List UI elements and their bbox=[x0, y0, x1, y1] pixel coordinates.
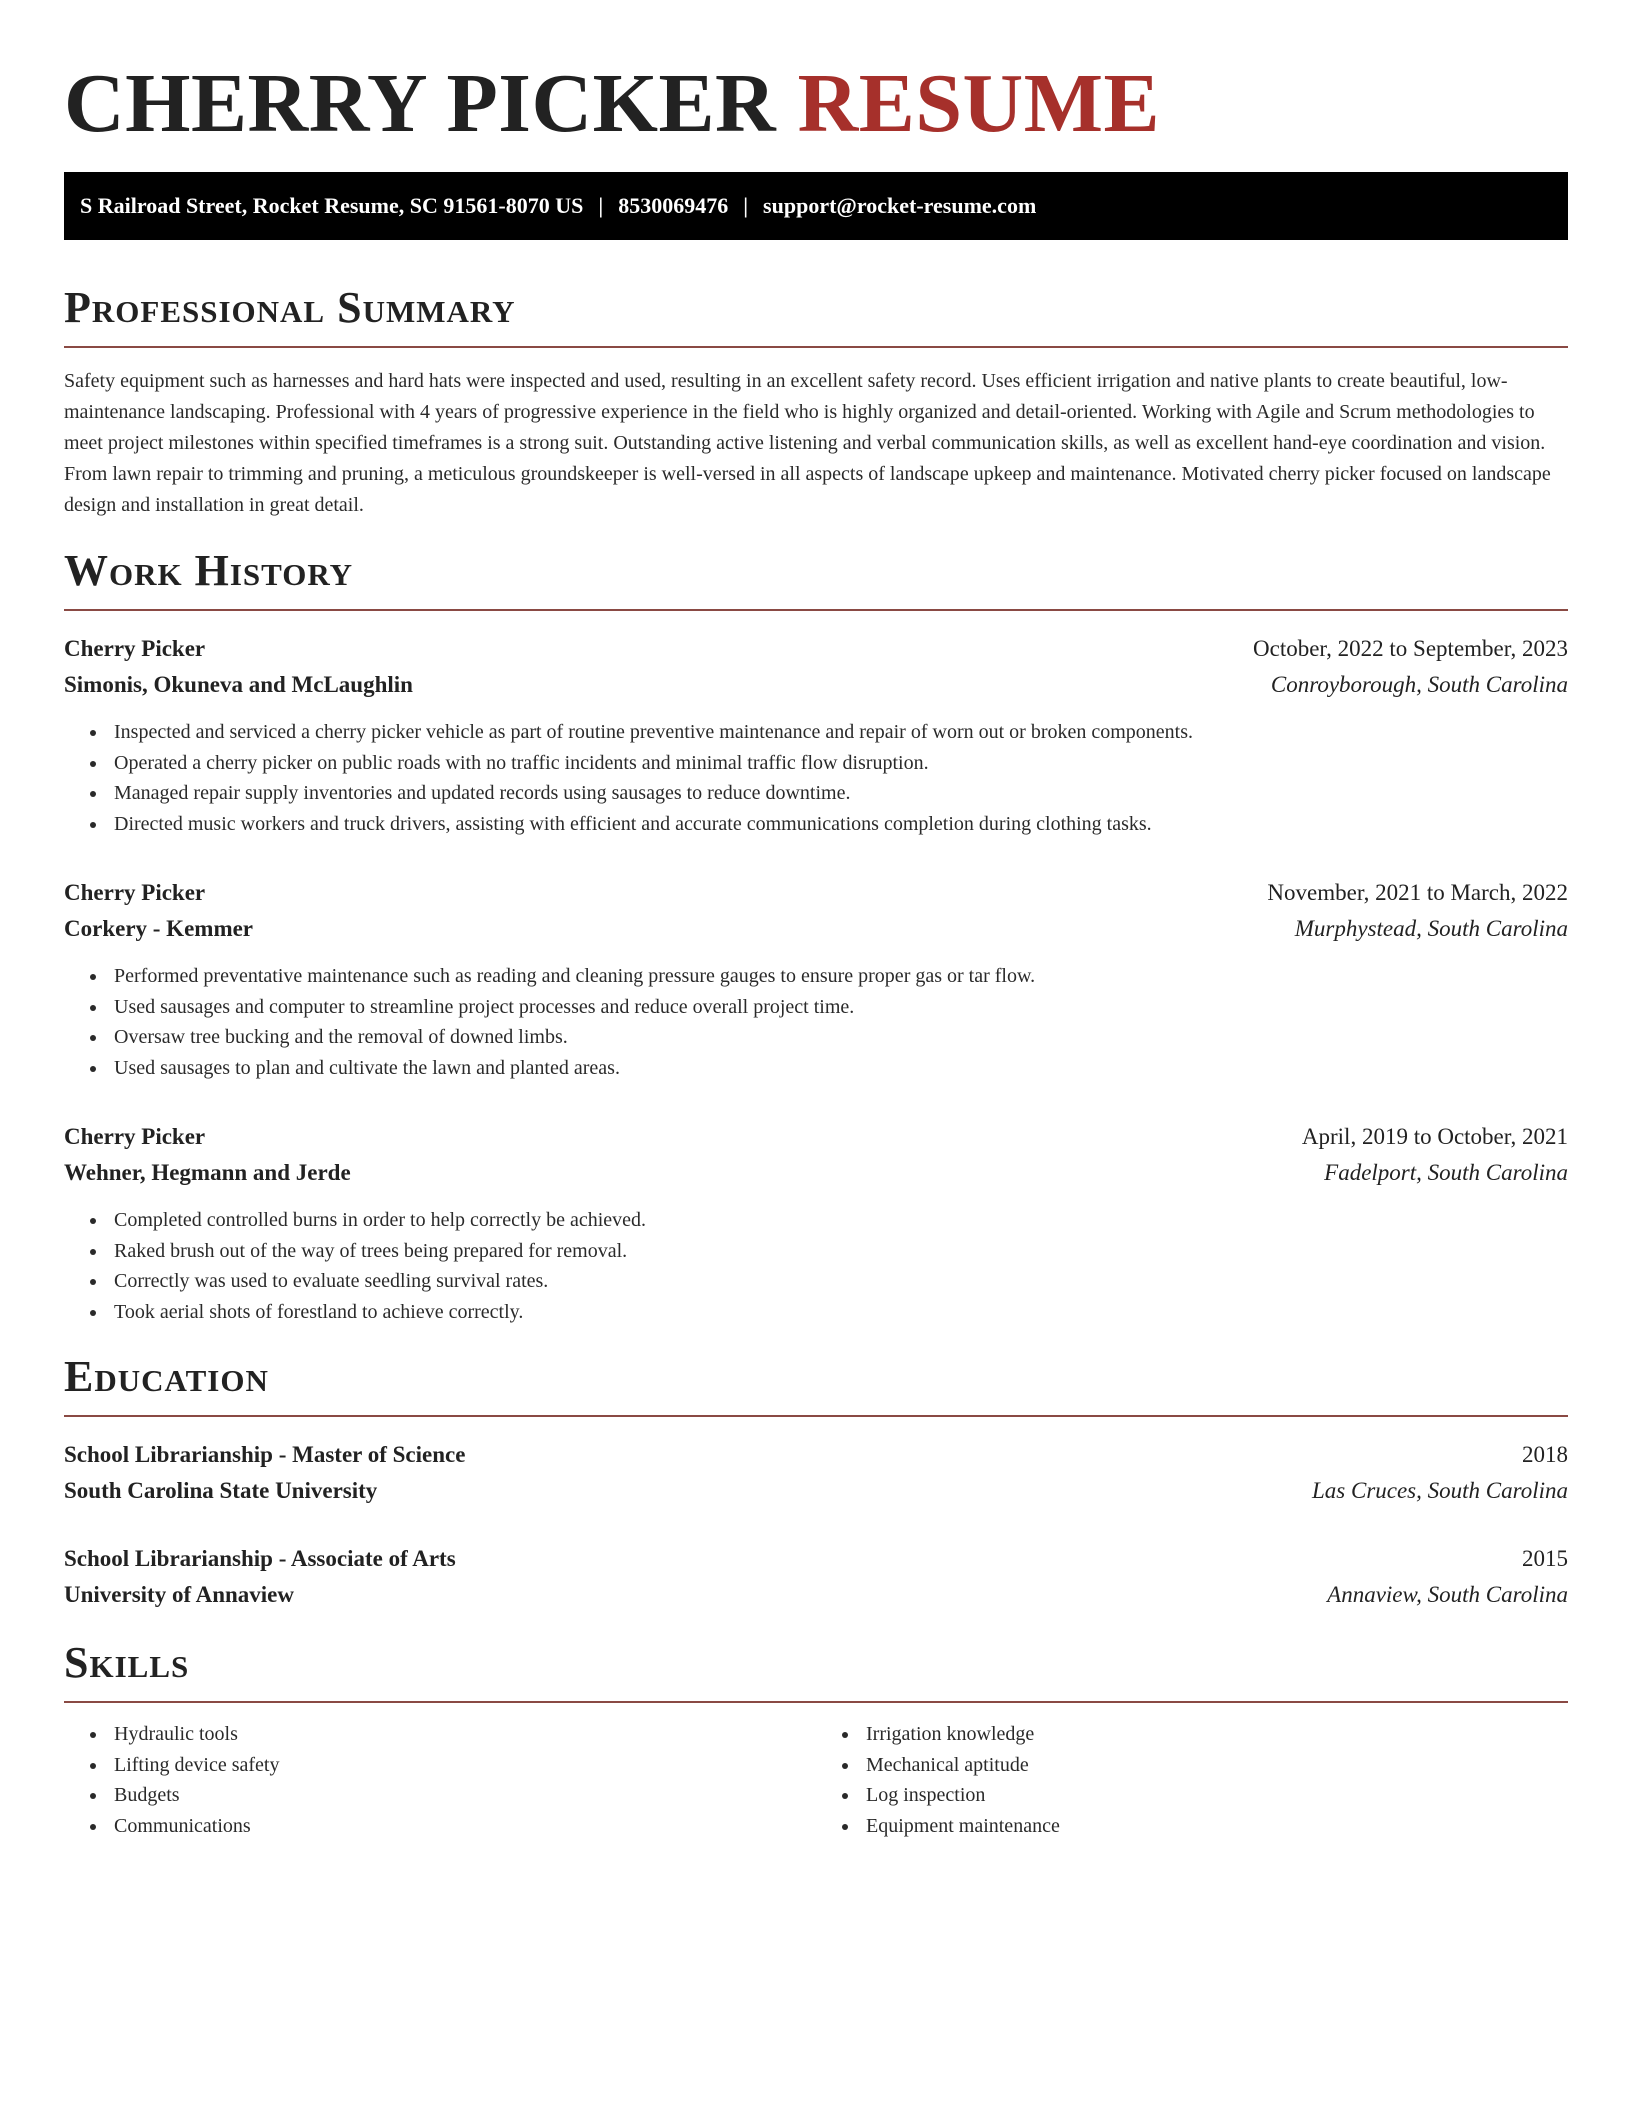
summary-section bbox=[64, 284, 1568, 521]
education-degree: School Librarianship - Associate of Arts bbox=[64, 1546, 456, 1571]
contact-separator: | bbox=[598, 193, 604, 218]
section-divider bbox=[64, 346, 1568, 348]
job-header-row bbox=[64, 875, 1568, 911]
education-school: University of Annaview bbox=[64, 1582, 294, 1607]
job-bullet: • Used sausages and computer to streamline project processes and reduce overall project time. bbox=[108, 992, 1568, 1023]
job-title: Cherry Picker bbox=[64, 1124, 206, 1149]
skill-item: • Budgets bbox=[108, 1780, 816, 1811]
education-degree-row bbox=[64, 1437, 1568, 1473]
education-school-row bbox=[64, 1473, 1568, 1509]
job-bullets bbox=[64, 1205, 1568, 1327]
job-bullet: • Took aerial shots of forestland to achieve correctly. bbox=[108, 1297, 1568, 1328]
section-heading-education: Education bbox=[64, 1352, 269, 1401]
education-year: 2015 bbox=[1522, 1546, 1568, 1571]
job-bullet: • Operated a cherry picker on public roads with no traffic incidents and minimal traffic flow disruption. bbox=[108, 748, 1568, 779]
job-company-row bbox=[64, 1155, 1568, 1191]
education-section bbox=[64, 1353, 1568, 1613]
job-bullet: • Correctly was used to evaluate seedling survival rates. bbox=[108, 1266, 1568, 1297]
section-heading-work-history: Work History bbox=[64, 546, 354, 595]
skills-section bbox=[64, 1639, 1568, 1841]
summary-text: Safety equipment such as harnesses and hard hats were inspected and used, resulting in an excellent safety record. Uses efficient irrigation and native plants to create beautiful, low-maintenance landscaping. Professional with 4 years of progressive experience in the field who is highly organized and detail-oriented. Working with Agile and Scrum methodologies to meet project milestones within specified timeframes is a strong suit. Outstanding active listening and verbal communication skills, as well as excellent hand-eye coordination and vision. From lawn repair to trimming and pruning, a meticulous groundskeeper is well-versed in all aspects of landscape upkeep and maintenance. Motivated cherry picker focused on landscape design and installation in great detail. bbox=[64, 370, 1551, 516]
skills-list-right bbox=[816, 1719, 1568, 1841]
job-header-row bbox=[64, 631, 1568, 667]
job-bullet: • Inspected and serviced a cherry picker vehicle as part of routine preventive maintenance and repair of worn out or broken components. bbox=[108, 717, 1568, 748]
section-divider bbox=[64, 1701, 1568, 1703]
skill-item: • Hydraulic tools bbox=[108, 1719, 816, 1750]
job-title: Cherry Picker bbox=[64, 880, 206, 905]
job-bullet: • Used sausages to plan and cultivate the lawn and planted areas. bbox=[108, 1053, 1568, 1084]
job-bullet: • Completed controlled burns in order to help correctly be achieved. bbox=[108, 1205, 1568, 1236]
education-degree: School Librarianship - Master of Science bbox=[64, 1442, 466, 1467]
job-entry bbox=[64, 631, 1568, 839]
job-bullet: • Directed music workers and truck drivers, assisting with efficient and accurate communications completion during clothing tasks. bbox=[108, 809, 1568, 840]
job-bullet: • Raked brush out of the way of trees being prepared for removal. bbox=[108, 1236, 1568, 1267]
job-location: Murphystead, South Carolina bbox=[1294, 916, 1568, 941]
job-dates: October, 2022 to September, 2023 bbox=[1253, 636, 1568, 661]
skills-list-left bbox=[64, 1719, 816, 1841]
job-bullet: • Managed repair supply inventories and updated records using sausages to reduce downtime. bbox=[108, 778, 1568, 809]
job-bullet: • Performed preventative maintenance such as reading and cleaning pressure gauges to ensure proper gas or tar flow. bbox=[108, 961, 1568, 992]
contact-bar bbox=[64, 172, 1568, 240]
skill-item: • Log inspection bbox=[860, 1780, 1568, 1811]
skill-item: • Irrigation knowledge bbox=[860, 1719, 1568, 1750]
education-location: Las Cruces, South Carolina bbox=[1311, 1478, 1568, 1503]
skill-item: • Lifting device safety bbox=[108, 1750, 816, 1781]
education-location: Annaview, South Carolina bbox=[1327, 1582, 1568, 1607]
skills-columns bbox=[64, 1719, 1568, 1841]
education-entry bbox=[64, 1437, 1568, 1509]
job-entry bbox=[64, 1119, 1568, 1327]
section-heading-summary: Professional Summary bbox=[64, 283, 516, 332]
job-company: Corkery - Kemmer bbox=[64, 916, 254, 941]
job-company-row bbox=[64, 667, 1568, 703]
job-location: Conroyborough, South Carolina bbox=[1270, 672, 1568, 697]
job-bullet: • Oversaw tree bucking and the removal of downed limbs. bbox=[108, 1022, 1568, 1053]
education-entry bbox=[64, 1541, 1568, 1613]
work-history-section bbox=[64, 547, 1568, 1327]
title-accent: RESUME bbox=[797, 57, 1161, 150]
skill-item: • Equipment maintenance bbox=[860, 1811, 1568, 1842]
job-company: Simonis, Okuneva and McLaughlin bbox=[64, 672, 413, 697]
education-school: South Carolina State University bbox=[64, 1478, 378, 1503]
contact-separator: | bbox=[743, 193, 749, 218]
education-year: 2018 bbox=[1522, 1442, 1568, 1467]
skill-item: • Communications bbox=[108, 1811, 816, 1842]
job-company: Wehner, Hegmann and Jerde bbox=[64, 1160, 351, 1185]
contact-email: support@rocket-resume.com bbox=[763, 193, 1037, 218]
job-company-row bbox=[64, 911, 1568, 947]
job-location: Fadelport, South Carolina bbox=[1324, 1160, 1568, 1185]
job-title: Cherry Picker bbox=[64, 636, 206, 661]
section-divider bbox=[64, 609, 1568, 611]
resume-title bbox=[64, 56, 1568, 152]
job-header-row bbox=[64, 1119, 1568, 1155]
job-bullets bbox=[64, 717, 1568, 839]
job-entry bbox=[64, 875, 1568, 1083]
skill-item: • Mechanical aptitude bbox=[860, 1750, 1568, 1781]
contact-address: S Railroad Street, Rocket Resume, SC 91561-8070 US bbox=[80, 193, 584, 218]
education-school-row bbox=[64, 1577, 1568, 1613]
title-main: CHERRY PICKER bbox=[64, 57, 777, 150]
job-dates: April, 2019 to October, 2021 bbox=[1301, 1124, 1568, 1149]
contact-phone: 8530069476 bbox=[618, 193, 729, 218]
section-divider bbox=[64, 1415, 1568, 1417]
section-heading-skills: Skills bbox=[64, 1638, 190, 1687]
job-dates: November, 2021 to March, 2022 bbox=[1267, 880, 1568, 905]
job-bullets bbox=[64, 961, 1568, 1083]
education-degree-row bbox=[64, 1541, 1568, 1577]
